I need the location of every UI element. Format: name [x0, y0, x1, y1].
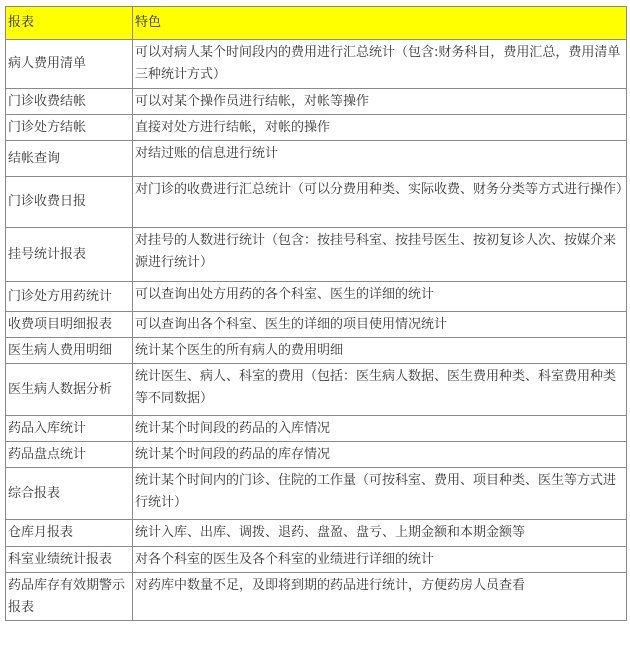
report-name: 收费项目明细报表 [6, 312, 133, 338]
report-feature: 可以对病人某个时间段内的费用进行汇总统计（包含:财务科目，费用汇总，费用清单三种统计方式） [133, 40, 627, 89]
report-table-container [5, 6, 630, 621]
report-name: 综合报表 [6, 468, 133, 520]
report-feature: 可以对某个操作员进行结帐，对帐等操作 [133, 89, 627, 115]
report-name: 门诊处方结帐 [6, 115, 133, 141]
report-feature: 可以查询出各个科室、医生的详细的项目使用情况统计 [133, 312, 627, 338]
table-row [6, 442, 627, 468]
table-row [6, 228, 627, 282]
report-feature: 对结过账的信息进行统计 [133, 141, 627, 177]
report-name: 药品入库统计 [6, 416, 133, 442]
table-row [6, 547, 627, 573]
table-header-row [6, 7, 627, 40]
report-name: 仓库月报表 [6, 520, 133, 547]
report-feature: 对各个科室的医生及各个科室的业绩进行详细的统计 [133, 547, 627, 573]
table-row [6, 416, 627, 442]
report-feature: 统计某个时间段的药品的入库情况 [133, 416, 627, 442]
table-row [6, 573, 627, 621]
report-name: 药品库存有效期警示报表 [6, 573, 133, 621]
report-name: 医生病人数据分析 [6, 364, 133, 416]
report-features-table [5, 6, 630, 621]
report-feature: 统计医生、病人、科室的费用（包括：医生病人数据、医生费用种类、科室费用种类等不同数据） [133, 364, 627, 416]
report-feature: 统计某个时间内的门诊、住院的工作量（可按科室、费用、项目种类、医生等方式进行统计） [133, 468, 627, 520]
header-features: 特色 [133, 7, 627, 40]
report-feature: 统计某个时间段的药品的库存情况 [133, 442, 627, 468]
table-row [6, 364, 627, 416]
report-feature: 统计某个医生的所有病人的费用明细 [133, 338, 627, 364]
report-name: 病人费用清单 [6, 40, 133, 89]
header-report: 报表 [6, 7, 133, 40]
report-name: 药品盘点统计 [6, 442, 133, 468]
table-row [6, 141, 627, 177]
report-feature: 对挂号的人数进行统计（包含：按挂号科室、按挂号医生、按初复诊人次、按媒介来源进行统计） [133, 228, 627, 282]
report-name: 门诊处方用药统计 [6, 282, 133, 312]
report-feature: 对门诊的收费进行汇总统计（可以分费用种类、实际收费、财务分类等方式进行操作） [133, 177, 627, 228]
table-row [6, 89, 627, 115]
report-name: 挂号统计报表 [6, 228, 133, 282]
report-name: 科室业绩统计报表 [6, 547, 133, 573]
table-row [6, 520, 627, 547]
report-feature: 直接对处方进行结帐，对帐的操作 [133, 115, 627, 141]
report-name: 医生病人费用明细 [6, 338, 133, 364]
report-name: 结帐查询 [6, 141, 133, 177]
report-name: 门诊收费结帐 [6, 89, 133, 115]
table-row [6, 312, 627, 338]
table-row [6, 468, 627, 520]
report-feature: 统计入库、出库、调拨、退药、盘盈、盘亏、上期金额和本期金额等 [133, 520, 627, 547]
table-row [6, 282, 627, 312]
report-name: 门诊收费日报 [6, 177, 133, 228]
table-row [6, 177, 627, 228]
table-row [6, 115, 627, 141]
report-feature: 对药库中数量不足，及即将到期的药品进行统计，方便药房人员查看 [133, 573, 627, 621]
table-row [6, 338, 627, 364]
table-row [6, 40, 627, 89]
report-feature: 可以查询出处方用药的各个科室、医生的详细的统计 [133, 282, 627, 312]
